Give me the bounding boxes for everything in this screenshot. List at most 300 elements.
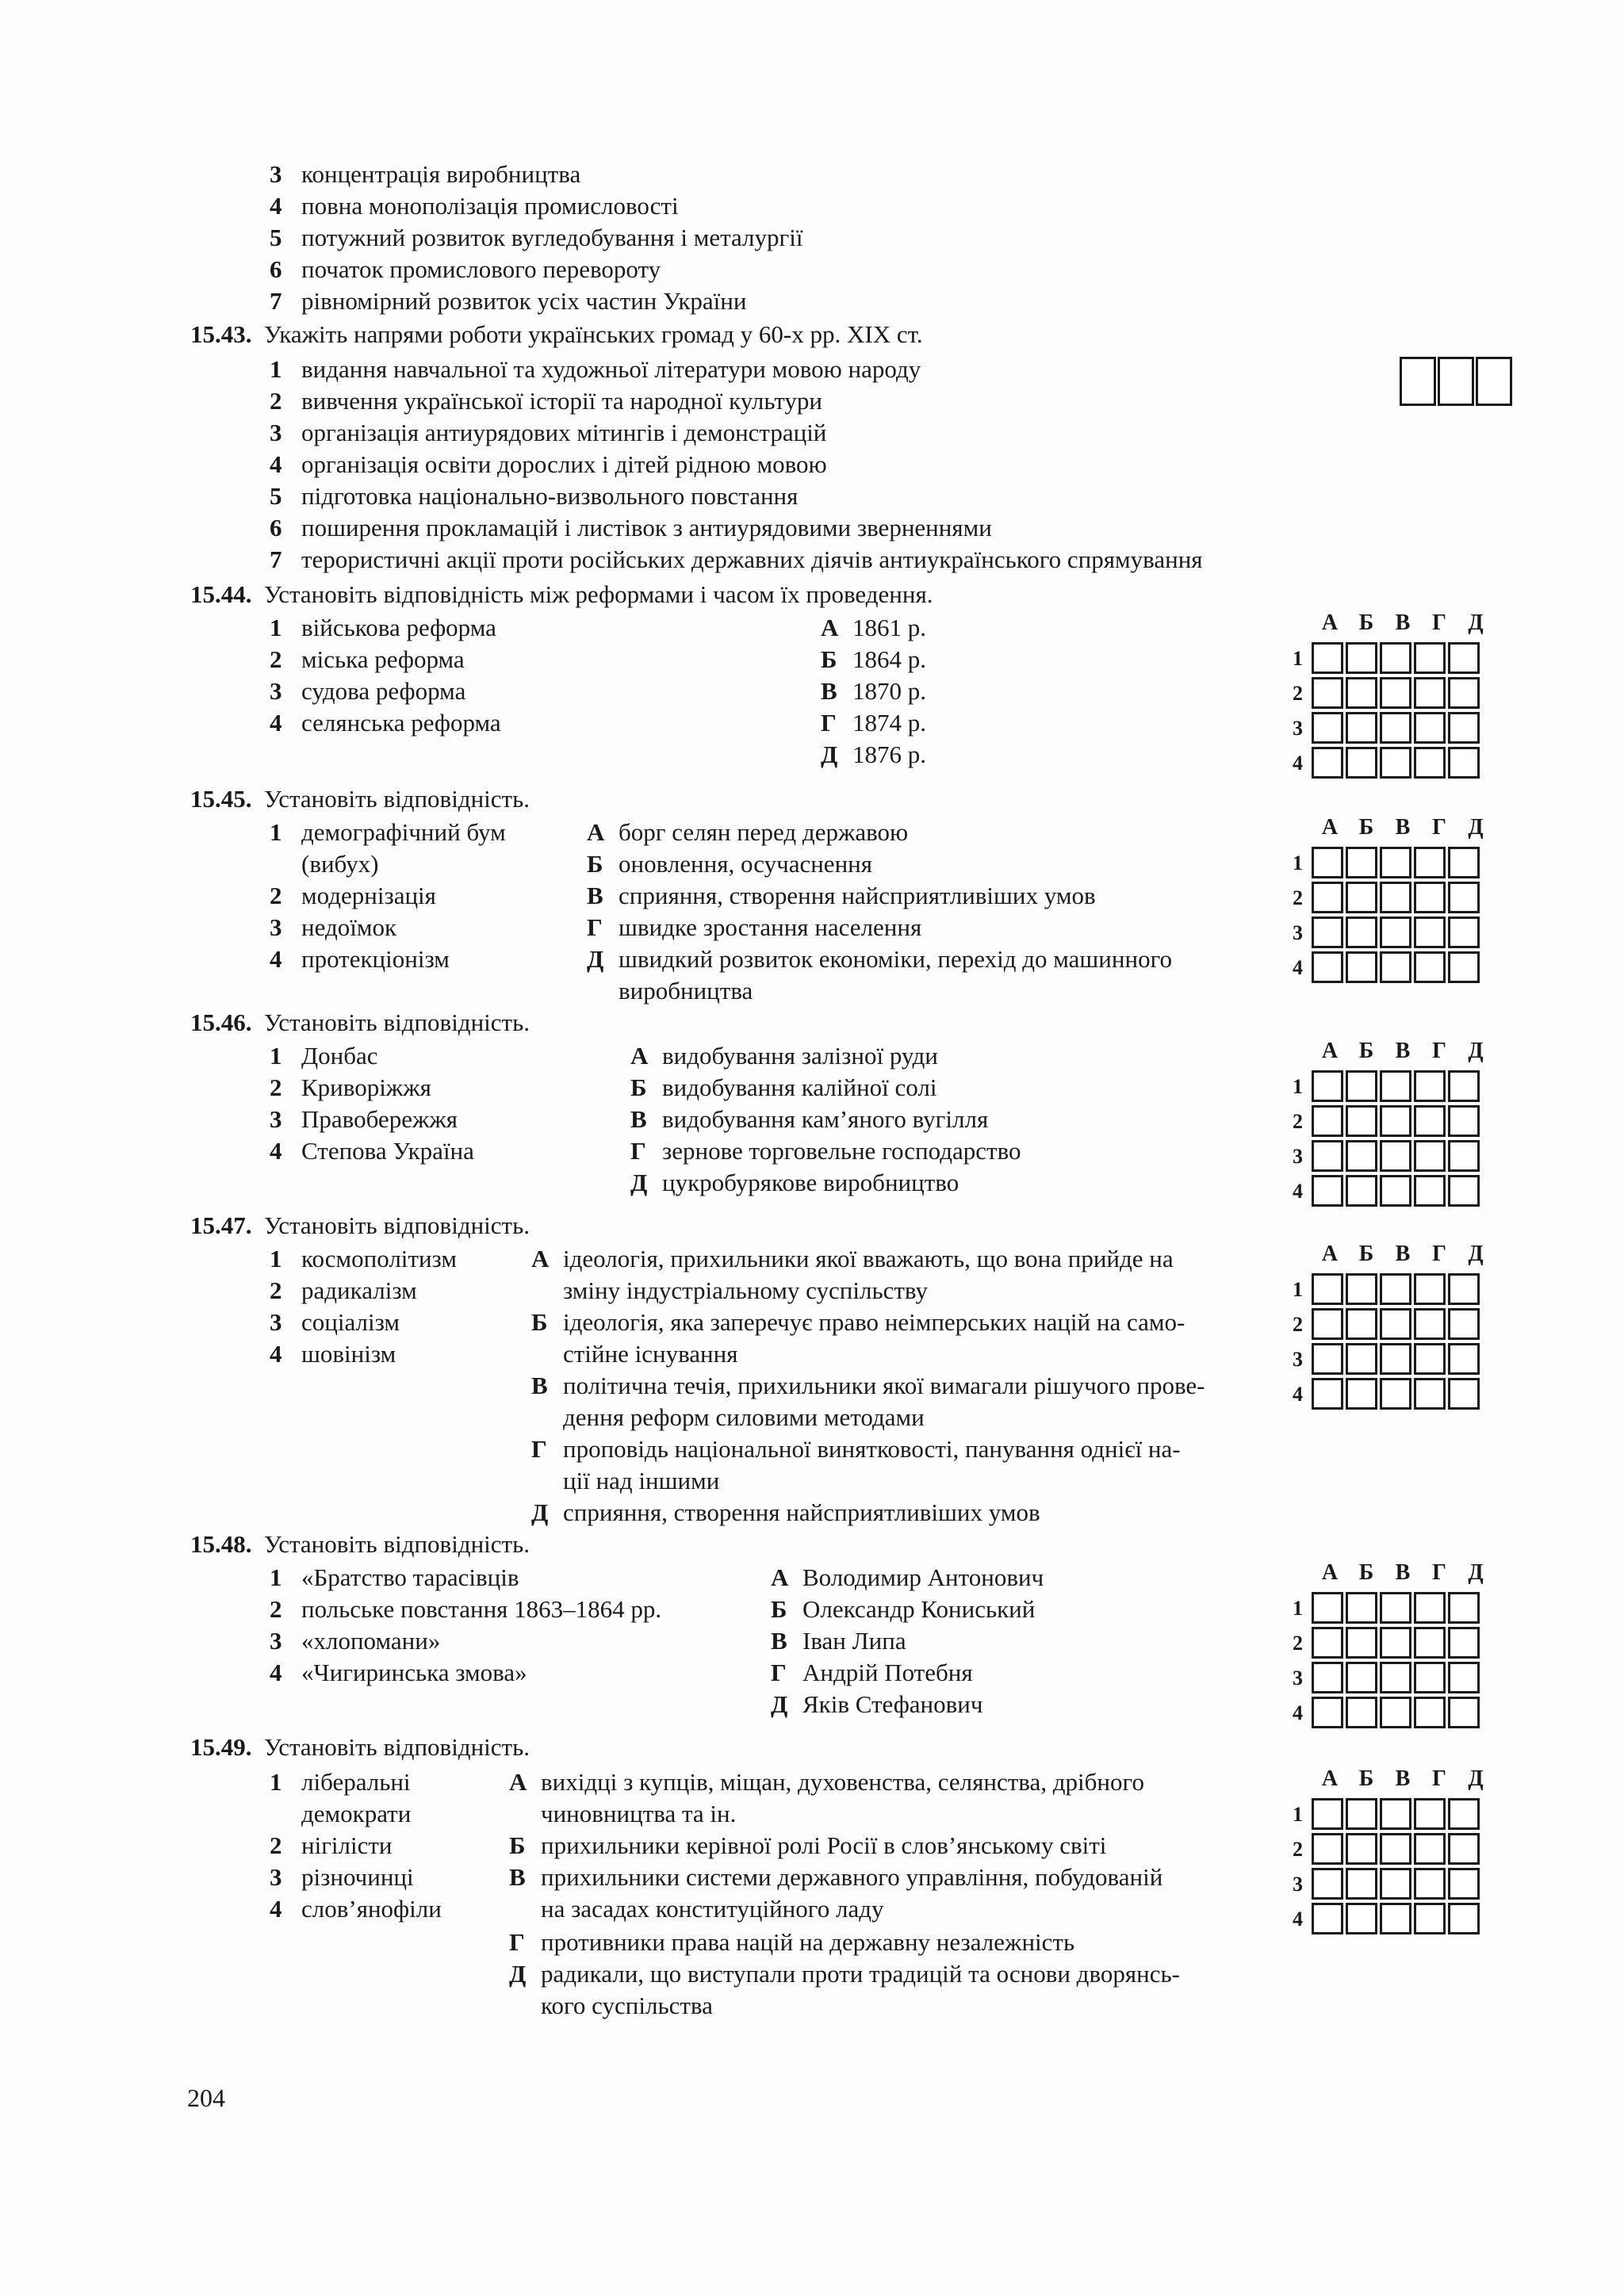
q49-answer-cell[interactable]: [1312, 1903, 1343, 1934]
q48-left-1: 1 «Братство тарасівців: [270, 1563, 519, 1591]
q45-left-2: 2 модернізація: [270, 882, 436, 909]
q49-header: [190, 1732, 530, 1763]
q47-answer-cell[interactable]: [1380, 1378, 1411, 1410]
grid-column-letter: Б: [1358, 1560, 1374, 1585]
q45-title: Установіть відповідність.: [264, 785, 530, 813]
q49-answer-cell[interactable]: [1448, 1833, 1480, 1865]
q47-answer-cell[interactable]: [1380, 1273, 1411, 1305]
grid-cells: [1312, 847, 1482, 878]
q43-item-6: 6 поширення прокламацій і листівок з антиурядовими зверненнями: [270, 514, 992, 541]
grid-column-letter: Г: [1432, 610, 1446, 635]
grid-row-number: 1: [1293, 1075, 1303, 1098]
q45-answer-cell[interactable]: [1448, 916, 1480, 948]
grid-cells: [1312, 951, 1482, 983]
q46-left-3: 3 Правобережжя: [270, 1105, 458, 1133]
grid-column-letter: А: [1321, 815, 1339, 840]
grid-column-letter: Г: [1432, 815, 1446, 840]
q44-left-1: 1 військова реформа: [270, 614, 496, 641]
q45-answer-cell[interactable]: [1380, 847, 1411, 878]
page-number: 204: [187, 2084, 225, 2112]
q47-answer-cell[interactable]: [1448, 1343, 1480, 1375]
grid-column-letter: Г: [1432, 1242, 1446, 1266]
q46-title: Установіть відповідність.: [264, 1008, 530, 1036]
grid-column-letter: Б: [1358, 1766, 1374, 1791]
grid-cells: [1312, 747, 1482, 779]
q44-right-d: Г 1874 р.: [821, 709, 926, 737]
q44-answer-cell[interactable]: [1312, 712, 1343, 744]
q45-number: 15.45.: [190, 785, 252, 813]
q45-right-b: Б оновлення, осучаснення: [587, 850, 873, 878]
q47-answer-cell[interactable]: [1312, 1308, 1343, 1340]
grid-row-number: 1: [1293, 1597, 1303, 1620]
q46-answer-cell[interactable]: [1346, 1175, 1377, 1207]
q48-right-a: А Володимир Антонович: [771, 1563, 1044, 1591]
q47-answer-cell[interactable]: [1448, 1378, 1480, 1410]
q46-right-c: В видобування кам’яного вугілля: [630, 1105, 989, 1133]
q46-left-2: 2 Криворіжжя: [270, 1073, 431, 1101]
answer-grid-header: [1312, 1242, 1494, 1267]
q45-answer-cell[interactable]: [1448, 847, 1480, 878]
q44-answer-cell[interactable]: [1380, 712, 1411, 744]
q49-answer-cell[interactable]: [1448, 1798, 1480, 1830]
q49-answer-cell[interactable]: [1380, 1798, 1411, 1830]
grid-cells: [1312, 1070, 1482, 1102]
q46-answer-cell[interactable]: [1380, 1175, 1411, 1207]
q48-left-4: 4 «Чигиринська змова»: [270, 1659, 527, 1686]
q48-answer-cell[interactable]: [1380, 1592, 1411, 1624]
q47-left-1: 1 космополітизм: [270, 1245, 457, 1272]
q49-right-a: А вихідці з купців, міщан, духовенства, селянства, дрібного: [509, 1768, 1144, 1796]
q42-item-6: 6 початок промислового перевороту: [270, 255, 661, 283]
q47-right-c2: дення реформ силовими методами: [563, 1403, 925, 1431]
q49-left-2: 2 нігілісти: [270, 1831, 393, 1859]
grid-column-letter: В: [1395, 610, 1411, 635]
grid-row-number: 3: [1293, 1145, 1303, 1168]
q49-answer-cell[interactable]: [1346, 1868, 1377, 1900]
q45-answer-cell[interactable]: [1346, 847, 1377, 878]
grid-column-letter: В: [1395, 1242, 1411, 1266]
q49-right-d: Г противники права націй на державну незалежність: [509, 1928, 1075, 1956]
q48-right-c: В Іван Липа: [771, 1627, 906, 1655]
q49-answer-cell[interactable]: [1312, 1833, 1343, 1865]
q47-answer-cell[interactable]: [1346, 1308, 1377, 1340]
q47-answer-cell[interactable]: [1414, 1343, 1446, 1375]
q46-right-d: Г зернове торговельне господарство: [630, 1137, 1021, 1165]
grid-row-number: 2: [1293, 1313, 1303, 1336]
q46-answer-cell[interactable]: [1312, 1070, 1343, 1102]
q42-item-3: 3 концентрація виробництва: [270, 160, 581, 188]
q47-title: Установіть відповідність.: [264, 1211, 530, 1239]
q43-header: [190, 319, 923, 350]
q49-right-e: Д радикали, що виступали проти традицій та основи дворянсь-: [509, 1960, 1180, 1988]
q44-answer-cell[interactable]: [1448, 712, 1480, 744]
q43-answer-box-3[interactable]: [1476, 357, 1512, 406]
grid-column-letter: А: [1321, 1242, 1339, 1266]
q47-right-d: Г проповідь національної винятковості, панування однієї на-: [531, 1435, 1181, 1463]
grid-row-number: 1: [1293, 851, 1303, 874]
q45-answer-cell[interactable]: [1414, 882, 1446, 913]
q44-answer-cell[interactable]: [1312, 747, 1343, 779]
q48-answer-cell[interactable]: [1312, 1592, 1343, 1624]
q43-item-2: 2 вивчення української історії та народної культури: [270, 387, 823, 415]
grid-row-number: 2: [1293, 682, 1303, 705]
q44-right-a: А 1861 р.: [821, 614, 926, 641]
q48-answer-cell[interactable]: [1448, 1627, 1480, 1659]
grid-cells: [1312, 1592, 1482, 1624]
q45-answer-cell[interactable]: [1312, 847, 1343, 878]
q45-header: [190, 783, 530, 815]
q49-answer-cell[interactable]: [1448, 1903, 1480, 1934]
q47-answer-cell[interactable]: [1448, 1308, 1480, 1340]
q44-answer-cell[interactable]: [1380, 642, 1411, 674]
q48-right-d: Г Андрій Потебня: [771, 1659, 973, 1686]
q48-answer-cell[interactable]: [1346, 1662, 1377, 1693]
grid-row-number: 4: [1293, 1701, 1303, 1724]
q45-answer-cell[interactable]: [1414, 847, 1446, 878]
grid-row-number: 2: [1293, 1632, 1303, 1655]
q44-answer-cell[interactable]: [1414, 677, 1446, 709]
grid-column-letter: А: [1321, 610, 1339, 635]
grid-row-number: 3: [1293, 1873, 1303, 1896]
q44-right-e: Д 1876 р.: [821, 740, 926, 768]
q44-left-2: 2 міська реформа: [270, 645, 465, 673]
q45-answer-cell[interactable]: [1380, 951, 1411, 983]
q49-answer-cell[interactable]: [1380, 1868, 1411, 1900]
q48-answer-cell[interactable]: [1312, 1627, 1343, 1659]
q48-answer-cell[interactable]: [1346, 1627, 1377, 1659]
q43-answer-box-1[interactable]: [1400, 357, 1436, 406]
q46-right-e: Д цукробурякове виробництво: [630, 1169, 959, 1196]
q47-answer-cell[interactable]: [1414, 1273, 1446, 1305]
grid-cells: [1312, 882, 1482, 913]
q49-answer-cell[interactable]: [1414, 1798, 1446, 1830]
q45-right-a: А борг селян перед державою: [587, 818, 909, 846]
grid-cells: [1312, 916, 1482, 948]
q47-answer-cell[interactable]: [1414, 1378, 1446, 1410]
grid-cells: [1312, 1105, 1482, 1137]
grid-row-number: 4: [1293, 1383, 1303, 1406]
q46-right-a: А видобування залізної руди: [630, 1042, 938, 1070]
q48-answer-cell[interactable]: [1448, 1697, 1480, 1728]
q47-number: 15.47.: [190, 1211, 252, 1239]
q47-left-4: 4 шовінізм: [270, 1340, 396, 1368]
q44-answer-cell[interactable]: [1448, 747, 1480, 779]
grid-row-number: 2: [1293, 886, 1303, 909]
q46-answer-cell[interactable]: [1380, 1070, 1411, 1102]
q49-answer-cell[interactable]: [1346, 1833, 1377, 1865]
q49-answer-cell[interactable]: [1346, 1798, 1377, 1830]
q42-item-4: 4 повна монополізація промисловості: [270, 192, 679, 220]
grid-column-letter: Д: [1468, 815, 1484, 840]
q44-answer-cell[interactable]: [1312, 677, 1343, 709]
q48-answer-cell[interactable]: [1346, 1697, 1377, 1728]
q45-answer-cell[interactable]: [1346, 951, 1377, 983]
grid-column-letter: Д: [1468, 1039, 1484, 1063]
q47-header: [190, 1210, 530, 1242]
q48-left-3: 3 «хлопомани»: [270, 1627, 441, 1655]
q48-answer-cell[interactable]: [1448, 1662, 1480, 1693]
q46-header: [190, 1007, 530, 1039]
grid-row-number: 3: [1293, 1667, 1303, 1689]
q47-right-b2: стійне існування: [563, 1340, 738, 1368]
grid-column-letter: Д: [1468, 610, 1484, 635]
grid-row-number: 3: [1293, 921, 1303, 944]
q47-answer-cell[interactable]: [1346, 1378, 1377, 1410]
q45-answer-cell[interactable]: [1380, 916, 1411, 948]
answer-grid-header: [1312, 1766, 1494, 1792]
q48-answer-cell[interactable]: [1380, 1662, 1411, 1693]
grid-cells: [1312, 1868, 1482, 1900]
grid-column-letter: Б: [1358, 1039, 1374, 1063]
grid-row-number: 2: [1293, 1838, 1303, 1861]
q47-answer-cell[interactable]: [1414, 1308, 1446, 1340]
q45-answer-cell[interactable]: [1312, 916, 1343, 948]
q47-right-b: Б ідеологія, яка заперечує право неімперських націй на само-: [531, 1308, 1185, 1336]
q46-answer-cell[interactable]: [1448, 1070, 1480, 1102]
grid-row-number: 1: [1293, 1278, 1303, 1301]
grid-cells: [1312, 1627, 1482, 1659]
q48-answer-cell[interactable]: [1414, 1697, 1446, 1728]
q44-answer-cell[interactable]: [1346, 747, 1377, 779]
q45-answer-cell[interactable]: [1414, 951, 1446, 983]
grid-column-letter: В: [1395, 1560, 1411, 1585]
q49-answer-cell[interactable]: [1448, 1868, 1480, 1900]
q44-answer-cell[interactable]: [1346, 677, 1377, 709]
q49-title: Установіть відповідність.: [264, 1733, 530, 1761]
grid-column-letter: Д: [1468, 1560, 1484, 1585]
q49-answer-cell[interactable]: [1380, 1903, 1411, 1934]
q47-answer-cell[interactable]: [1346, 1343, 1377, 1375]
q46-answer-cell[interactable]: [1346, 1070, 1377, 1102]
answer-grid-header: [1312, 610, 1494, 636]
q47-answer-cell[interactable]: [1312, 1273, 1343, 1305]
q47-right-a: А ідеологія, прихильники якої вважають, що вона прийде на: [531, 1245, 1174, 1272]
q42-item-5: 5 потужний розвиток вугледобування і металургії: [270, 224, 803, 251]
q43-item-3: 3 організація антиурядових мітингів і демонстрацій: [270, 419, 827, 446]
q46-answer-cell[interactable]: [1380, 1140, 1411, 1172]
grid-column-letter: Б: [1358, 815, 1374, 840]
q46-left-1: 1 Донбас: [270, 1042, 378, 1070]
q43-answer-boxes: [1400, 357, 1514, 406]
grid-column-letter: В: [1395, 1039, 1411, 1063]
q45-answer-cell[interactable]: [1346, 882, 1377, 913]
grid-cells: [1312, 1140, 1482, 1172]
q43-item-1: 1 видання навчальної та художньої літератури мовою народу: [270, 355, 921, 383]
q46-answer-cell[interactable]: [1414, 1105, 1446, 1137]
q44-left-3: 3 судова реформа: [270, 677, 466, 705]
q46-answer-cell[interactable]: [1312, 1175, 1343, 1207]
q44-title: Установіть відповідність між реформами і часом їх проведення.: [264, 580, 933, 608]
q44-answer-cell[interactable]: [1414, 747, 1446, 779]
q47-right-c: В політична течія, прихильники якої вимагали рішучого прове-: [531, 1372, 1205, 1399]
q46-right-b: Б видобування калійної солі: [630, 1073, 937, 1101]
q46-answer-cell[interactable]: [1414, 1140, 1446, 1172]
q47-answer-cell[interactable]: [1380, 1308, 1411, 1340]
grid-column-letter: В: [1395, 815, 1411, 840]
q44-answer-cell[interactable]: [1380, 677, 1411, 709]
q45-answer-cell[interactable]: [1414, 916, 1446, 948]
q45-left-1: 1 демографічний бум: [270, 818, 506, 846]
grid-cells: [1312, 1343, 1482, 1375]
grid-cells: [1312, 1175, 1482, 1207]
grid-cells: [1312, 1798, 1482, 1830]
q46-answer-cell[interactable]: [1312, 1105, 1343, 1137]
q49-right-c: В прихильники системи державного управління, побудованій: [509, 1863, 1163, 1891]
grid-cells: [1312, 1903, 1482, 1934]
q44-left-4: 4 селянська реформа: [270, 709, 501, 737]
q49-answer-cell[interactable]: [1380, 1833, 1411, 1865]
answer-grid-header: [1312, 1560, 1494, 1586]
q43-item-5: 5 підготовка національно-визвольного повстання: [270, 482, 799, 510]
grid-cells: [1312, 1273, 1482, 1305]
q45-answer-cell[interactable]: [1312, 882, 1343, 913]
answer-grid-header: [1312, 815, 1494, 840]
q46-answer-cell[interactable]: [1346, 1105, 1377, 1137]
grid-row-number: 4: [1293, 1908, 1303, 1931]
q49-answer-cell[interactable]: [1414, 1833, 1446, 1865]
q48-header: [190, 1529, 530, 1560]
q46-number: 15.46.: [190, 1008, 252, 1036]
q47-answer-cell[interactable]: [1346, 1273, 1377, 1305]
q48-answer-cell[interactable]: [1346, 1592, 1377, 1624]
q47-right-e: Д сприяння, створення найсприятливіших умов: [531, 1498, 1040, 1526]
q44-answer-cell[interactable]: [1448, 677, 1480, 709]
answer-grid-header: [1312, 1039, 1494, 1064]
grid-column-letter: Г: [1432, 1766, 1446, 1791]
q49-answer-cell[interactable]: [1414, 1868, 1446, 1900]
q46-answer-cell[interactable]: [1448, 1105, 1480, 1137]
q48-number: 15.48.: [190, 1530, 252, 1558]
grid-column-letter: Г: [1432, 1560, 1446, 1585]
q49-right-e2: кого суспільства: [541, 1992, 713, 2019]
grid-row-number: 3: [1293, 1348, 1303, 1371]
q47-right-a2: зміну індустріальному суспільству: [563, 1276, 928, 1304]
q49-right-a2: чиновництва та ін.: [541, 1800, 737, 1827]
q47-left-2: 2 радикалізм: [270, 1276, 417, 1304]
q47-answer-cell[interactable]: [1312, 1343, 1343, 1375]
q45-right-c: В сприяння, створення найсприятливіших умов: [587, 882, 1096, 909]
q45-right-d: Г швидке зростання населення: [587, 913, 922, 941]
q46-answer-cell[interactable]: [1448, 1175, 1480, 1207]
q48-answer-cell[interactable]: [1312, 1662, 1343, 1693]
q49-right-b: Б прихильники керівної ролі Росії в слов’янському світі: [509, 1831, 1107, 1859]
grid-row-number: 4: [1293, 752, 1303, 775]
q44-answer-cell[interactable]: [1312, 642, 1343, 674]
q45-answer-cell[interactable]: [1346, 916, 1377, 948]
q48-answer-cell[interactable]: [1414, 1627, 1446, 1659]
q44-answer-cell[interactable]: [1346, 642, 1377, 674]
grid-cells: [1312, 712, 1482, 744]
grid-row-number: 1: [1293, 1803, 1303, 1826]
q43-title: Укажіть напрями роботи українських громад у 60-х рр. XIX ст.: [264, 320, 923, 348]
q46-answer-cell[interactable]: [1312, 1140, 1343, 1172]
q48-answer-cell[interactable]: [1448, 1592, 1480, 1624]
q48-answer-cell[interactable]: [1414, 1662, 1446, 1693]
q49-number: 15.49.: [190, 1733, 252, 1761]
grid-row-number: 1: [1293, 647, 1303, 670]
q49-left-4: 4 слов’янофіли: [270, 1895, 442, 1923]
q45-left-1b: (вибух): [301, 850, 379, 878]
q43-number: 15.43.: [190, 320, 252, 348]
q44-answer-cell[interactable]: [1380, 747, 1411, 779]
grid-column-letter: Д: [1468, 1766, 1484, 1791]
q45-answer-cell[interactable]: [1380, 882, 1411, 913]
q44-answer-cell[interactable]: [1448, 642, 1480, 674]
grid-column-letter: В: [1395, 1766, 1411, 1791]
grid-cells: [1312, 1833, 1482, 1865]
q46-left-4: 4 Степова Україна: [270, 1137, 474, 1165]
q49-answer-cell[interactable]: [1346, 1903, 1377, 1934]
q42-item-7: 7 рівномірний розвиток усіх частин України: [270, 287, 747, 315]
q46-answer-cell[interactable]: [1380, 1105, 1411, 1137]
q47-left-3: 3 соціалізм: [270, 1308, 400, 1336]
q44-answer-cell[interactable]: [1414, 712, 1446, 744]
q45-answer-cell[interactable]: [1312, 951, 1343, 983]
q49-left-1: 1 ліберальні: [270, 1768, 411, 1796]
q48-answer-cell[interactable]: [1380, 1697, 1411, 1728]
q46-answer-cell[interactable]: [1414, 1070, 1446, 1102]
q45-right-e: Д швидкий розвиток економіки, перехід до машинного: [587, 945, 1173, 973]
grid-column-letter: Б: [1358, 610, 1374, 635]
q44-right-b: Б 1864 р.: [821, 645, 926, 673]
q48-left-2: 2 польське повстання 1863–1864 рр.: [270, 1595, 662, 1623]
q46-answer-cell[interactable]: [1346, 1140, 1377, 1172]
q43-answer-box-2[interactable]: [1438, 357, 1474, 406]
q45-answer-cell[interactable]: [1448, 951, 1480, 983]
q45-left-3: 3 недоїмок: [270, 913, 397, 941]
q45-right-e2: виробництва: [619, 977, 753, 1004]
grid-cells: [1312, 1308, 1482, 1340]
grid-row-number: 3: [1293, 717, 1303, 740]
q48-answer-cell[interactable]: [1380, 1627, 1411, 1659]
q43-item-7: 7 терористичні акції проти російських державних діячів антиукраїнського спрямування: [270, 545, 1203, 573]
q44-right-c: В 1870 р.: [821, 677, 926, 705]
q44-header: [190, 579, 933, 610]
grid-column-letter: А: [1321, 1766, 1339, 1791]
q46-answer-cell[interactable]: [1448, 1140, 1480, 1172]
grid-cells: [1312, 642, 1482, 674]
q49-left-1b: демократи: [301, 1800, 412, 1827]
q43-item-4: 4 організація освіти дорослих і дітей рідною мовою: [270, 450, 827, 478]
q49-answer-cell[interactable]: [1312, 1798, 1343, 1830]
q48-right-b: Б Олександр Кониський: [771, 1595, 1036, 1623]
grid-column-letter: Б: [1358, 1242, 1374, 1266]
q48-answer-cell[interactable]: [1414, 1592, 1446, 1624]
q44-answer-cell[interactable]: [1414, 642, 1446, 674]
q47-right-d2: ції над іншими: [563, 1467, 720, 1494]
grid-cells: [1312, 1662, 1482, 1693]
q49-answer-cell[interactable]: [1414, 1903, 1446, 1934]
grid-row-number: 4: [1293, 1180, 1303, 1203]
grid-column-letter: Д: [1468, 1242, 1484, 1266]
q48-right-e: Д Яків Стефанович: [771, 1690, 983, 1718]
q47-answer-cell[interactable]: [1380, 1343, 1411, 1375]
q49-left-3: 3 різночинці: [270, 1863, 414, 1891]
q48-title: Установіть відповідність.: [264, 1530, 530, 1558]
grid-column-letter: А: [1321, 1560, 1339, 1585]
grid-cells: [1312, 1378, 1482, 1410]
q47-answer-cell[interactable]: [1448, 1273, 1480, 1305]
q45-answer-cell[interactable]: [1448, 882, 1480, 913]
q45-left-4: 4 протекціонізм: [270, 945, 450, 973]
q46-answer-cell[interactable]: [1414, 1175, 1446, 1207]
q44-number: 15.44.: [190, 580, 252, 608]
q48-answer-cell[interactable]: [1312, 1697, 1343, 1728]
grid-row-number: 4: [1293, 956, 1303, 979]
q47-answer-cell[interactable]: [1312, 1378, 1343, 1410]
q44-answer-cell[interactable]: [1346, 712, 1377, 744]
q49-answer-cell[interactable]: [1312, 1868, 1343, 1900]
